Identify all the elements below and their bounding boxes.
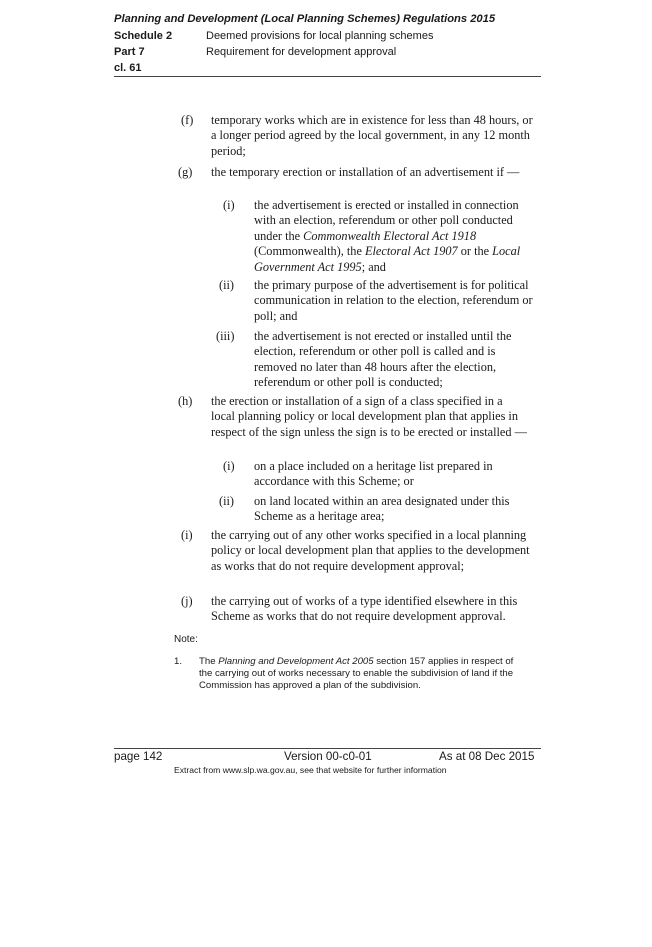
act-citation: Commonwealth Electoral Act 1918 bbox=[303, 228, 477, 243]
provision-label: (h) bbox=[178, 394, 193, 408]
subprovision-label: (i) bbox=[223, 198, 235, 212]
subprovision-text: the advertisement is not erected or installed until the election, referendum or other poll is called and is removed no later than 48 hours after the election, referendum or other poll is conducted; bbox=[254, 329, 512, 390]
act-citation: Electoral Act 1907 bbox=[365, 244, 458, 259]
act-citation: Planning and Development Act 2005 bbox=[218, 656, 374, 667]
subprovision-label: (i) bbox=[223, 459, 235, 473]
footer-divider bbox=[114, 748, 541, 749]
subprovision-label: (ii) bbox=[219, 494, 235, 508]
header-schedule-key: Schedule 2 bbox=[114, 30, 173, 42]
provision-label: (j) bbox=[181, 594, 193, 608]
provision-label: (f) bbox=[181, 113, 194, 127]
header-clause-key: cl. 61 bbox=[114, 62, 142, 74]
note-text: The Planning and Development Act 2005 section 157 applies in respect of the carrying out of works necessary to enable the subdivision of land if the Commission has approved a plan of the subdivision. bbox=[199, 656, 514, 692]
header-divider bbox=[114, 76, 541, 77]
provision-text: the carrying out of works of a type identified elsewhere in this Scheme as works that do not require development approval. bbox=[211, 594, 518, 624]
document-title: Planning and Development (Local Planning Schemes) Regulations 2015 bbox=[114, 13, 496, 25]
act-citation: Local Government Act 1995 bbox=[254, 244, 521, 274]
as-at-date: As at 08 Dec 2015 bbox=[439, 750, 535, 763]
provision-label: (g) bbox=[178, 165, 193, 179]
extract-notice: Extract from www.slp.wa.gov.au, see that website for further information bbox=[174, 765, 447, 775]
header-part-key: Part 7 bbox=[114, 46, 145, 58]
subprovision-label: (iii) bbox=[216, 329, 235, 343]
subprovision-label: (ii) bbox=[219, 278, 235, 292]
provision-text: temporary works which are in existence for less than 48 hours, or a longer period agreed by the local government, in any 12 month period; bbox=[211, 113, 533, 158]
note-heading: Note: bbox=[174, 634, 198, 645]
subprovision-text: on land located within an area designated under this Scheme as a heritage area; bbox=[254, 494, 510, 524]
page-number: page 142 bbox=[114, 750, 163, 763]
note-number: 1. bbox=[174, 656, 183, 667]
subprovision-text: the primary purpose of the advertisement is for political communication in relation to the election, referendum or poll; and bbox=[254, 278, 533, 323]
provision-text: the temporary erection or installation of an advertisement if — bbox=[211, 165, 520, 179]
header-schedule-value: Deemed provisions for local planning schemes bbox=[206, 30, 434, 42]
provision-text: the erection or installation of a sign of a class specified in a local planning policy or local development plan that applies in respect of the sign unless the sign is to be erected or installed — bbox=[211, 394, 527, 439]
subprovision-text: on a place included on a heritage list prepared in accordance with this Scheme; or bbox=[254, 459, 493, 489]
provision-label: (i) bbox=[181, 528, 193, 542]
subprovision-text: the advertisement is erected or installed in connection with an election, referendum or other poll conducted under the Commonwealth Electoral Act 1918 (Commonwealth), the Electoral Act 1907 or the Local Government Act 1995; and bbox=[254, 198, 521, 274]
provision-text: the carrying out of any other works specified in a local planning policy or local development plan that applies to the development as works that do not require development approval; bbox=[211, 528, 530, 573]
version-label: Version 00-c0-01 bbox=[284, 750, 372, 763]
header-part-value: Requirement for development approval bbox=[206, 46, 397, 58]
